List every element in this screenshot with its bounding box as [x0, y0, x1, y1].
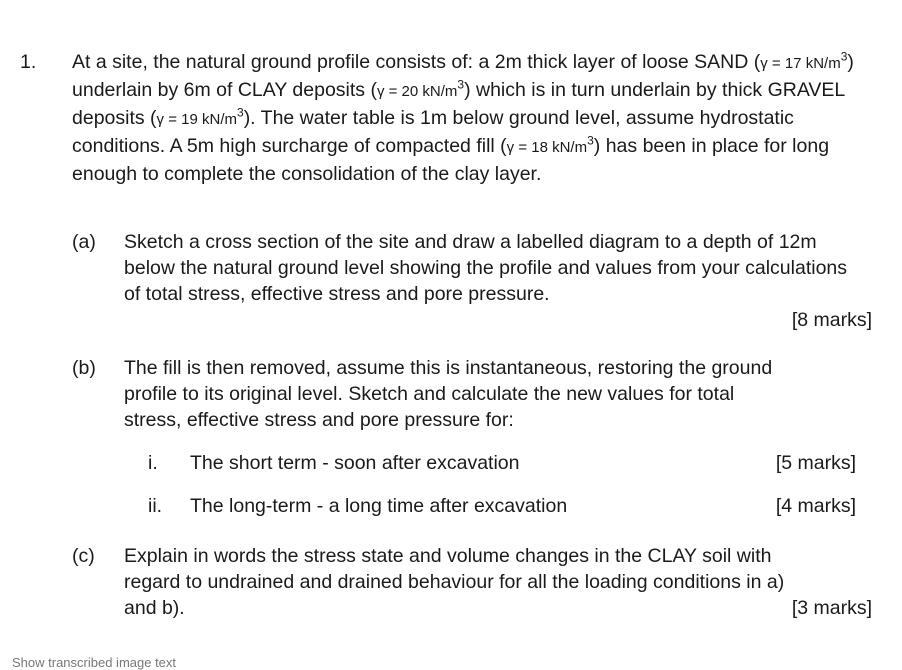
sub-i-text: The short term - soon after excavation	[190, 452, 520, 474]
intro-text-1: At a site, the natural ground profile consists of: a 2m thick layer of loose SAND (	[72, 51, 761, 73]
part-a-label: (a)	[72, 231, 96, 253]
part-c-marks: [3 marks]	[791, 597, 872, 619]
question-number: 1.	[20, 51, 37, 73]
sub-i-label: i.	[148, 452, 158, 474]
part-b-text: The fill is then removed, assume this is instantaneous, restoring the ground profile to its original level. Sketch and calculate the new values for total stress, effective stress and pore pressure for:	[124, 357, 773, 431]
unit-weight-fill: γ = 18 kN/m	[506, 139, 588, 156]
sub-ii-label: ii.	[148, 495, 163, 517]
sub-ii-text: The long-term - a long time after excavation	[190, 495, 568, 517]
unit-weight-gravel: γ = 19 kN/m	[156, 111, 237, 128]
part-b-sub-i	[148, 450, 868, 476]
sub-ii-marks: [4 marks]	[775, 495, 856, 517]
part-c	[72, 543, 872, 623]
part-b	[72, 355, 872, 445]
part-b-label: (b)	[72, 357, 96, 379]
unit-weight-sand: γ = 17 kN/m	[760, 55, 841, 72]
unit-weight-clay: γ = 20 kN/m	[376, 83, 458, 100]
part-a	[72, 229, 872, 329]
part-c-text: Explain in words the stress state and volume changes in the CLAY soil with regard to undrained and drained behaviour for all the loading conditions in a) and b).	[124, 545, 785, 619]
show-transcribed-text-link[interactable]: Show transcribed image text	[12, 655, 177, 670]
sub-i-marks: [5 marks]	[775, 452, 856, 474]
part-a-text: Sketch a cross section of the site and draw a labelled diagram to a depth of 12m below the natural ground level showing the profile and values from your calculations of total stress, effective stress and pore pressure.	[124, 231, 848, 305]
question-intro: At a site, the natural ground profile consists of: a 2m thick layer of loose SAND (γ = 17 $kN/m^3$) underlain by 6m of CLAY deposits (γ = 20 $kN/m^3$) which is in turn underlain by thick GRAVEL deposits (γ = 19 $kN/m^3$). The water table is 1m below ground level, assume hydrostatic conditions. A 5m high surcharge of compacted fill (γ = 18 $kN/m^3$) has been in place for long enough to complete the consolidation of the clay layer.	[72, 49, 854, 185]
part-a-marks: [8 marks]	[791, 309, 872, 331]
part-b-sub-ii	[148, 493, 868, 519]
part-c-label: (c)	[72, 545, 95, 567]
